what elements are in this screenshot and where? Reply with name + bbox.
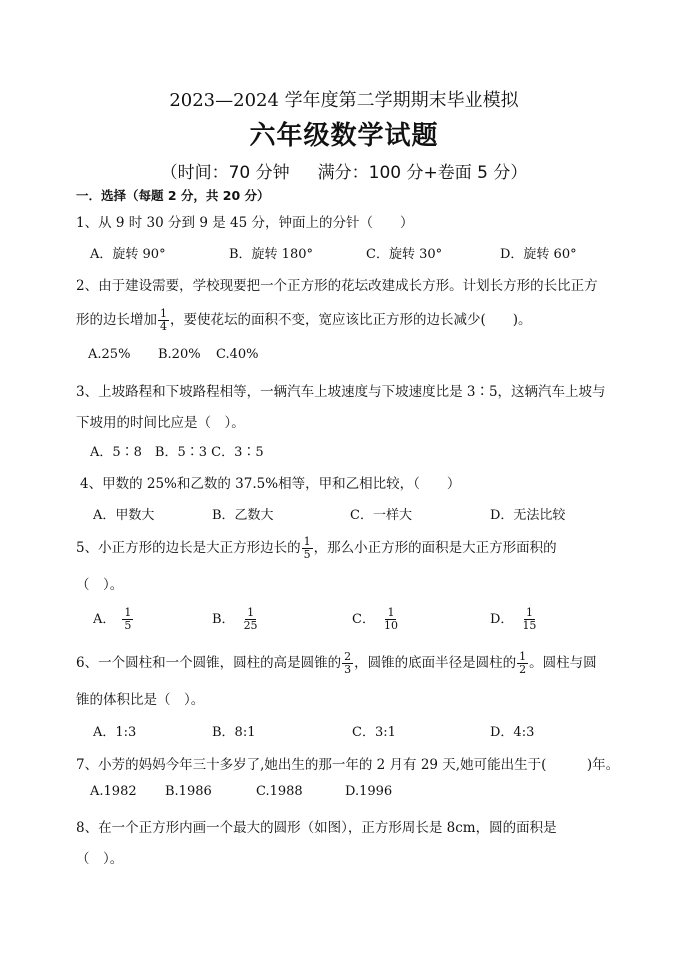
q7-option-c: C.1988 <box>256 784 303 799</box>
q5-option-b: B． $\frac{1}{25}$ <box>212 606 258 632</box>
question-3-line2: 下坡用的时间比应是（ ）。 <box>76 415 245 431</box>
exam-title: 六年级数学试题 <box>249 121 439 151</box>
exam-time-score <box>0 158 688 183</box>
q2-option-a: A.25% <box>88 347 131 362</box>
q5-option-d: D． $\frac{1}{15}$ <box>490 606 537 632</box>
q4-option-b: B．乙数大 <box>212 508 274 523</box>
fraction-two-thirds: $\frac{2}{3}$ <box>344 650 352 676</box>
fraction-one-fifth: $\frac{1}{5}$ <box>303 535 311 561</box>
fraction-one-half: $\frac{1}{2}$ <box>519 650 527 676</box>
question-4-text: 4、甲数的 25%和乙数的 37.5%相等，甲和乙相比较，（ ） <box>80 476 461 492</box>
q2-option-c: C.40% <box>216 347 259 362</box>
exam-time: （时间：70 分钟 <box>160 163 290 183</box>
q5-option-a: A． $\frac{1}{5}$ <box>93 606 132 632</box>
q1-option-c: C．旋转 30° <box>366 247 443 262</box>
q6-option-a: A．1:3 <box>93 725 137 740</box>
question-2-line1: 2、由于建设需要，学校现要把一个正方形的花坛改建成长方形。计划长方形的长比正方 <box>76 278 598 294</box>
question-3-options: A．5∶8 B．5∶3 C．3∶5 <box>90 445 264 460</box>
question-6-line2: 锥的体积比是（ ）。 <box>76 692 205 708</box>
exam-score: 满分：100 分+卷面 5 分） <box>317 163 528 183</box>
q2-option-b: B.20% <box>158 347 201 362</box>
q6-option-d: D．4:3 <box>490 725 535 740</box>
q6-option-b: B．8:1 <box>212 725 256 740</box>
q4-option-a: A．甲数大 <box>93 508 155 523</box>
question-3-line1: 3、上坡路程和下坡路程相等，一辆汽车上坡速度与下坡速度比是 3∶5，这辆汽车上坡与 <box>76 384 606 400</box>
q1-option-d: D．旋转 60° <box>500 247 577 262</box>
question-2-line2: 形的边长增加 $\frac{1}{4}$ ，要使花坛的面积不变，宽应该比正方形的边长减少( )。 <box>76 307 532 333</box>
section-title-choice: 一．选择（每题 2 分，共 20 分） <box>76 188 270 203</box>
question-5-line2: （ ）。 <box>76 577 124 593</box>
q5-option-c: C． $\frac{1}{10}$ <box>352 606 398 632</box>
exam-header-line1: 2023—2024 学年度第二学期期末毕业模拟 <box>169 90 519 111</box>
q6-option-c: C．3:1 <box>352 725 396 740</box>
q7-option-d: D.1996 <box>345 784 393 799</box>
q1-option-a: A．旋转 90° <box>90 247 166 262</box>
q4-option-d: D．无法比较 <box>490 508 566 523</box>
question-7-text: 7、小芳的妈妈今年三十多岁了,她出生的那一年的 2 月有 29 天,她可能出生于( )年。 <box>76 757 620 773</box>
question-8-line1: 8、在一个正方形内画一个最大的圆形（如图），正方形周长是 8cm，圆的面积是 <box>76 820 557 836</box>
q1-option-b: B．旋转 180° <box>229 247 313 262</box>
q7-option-a: A.1982 <box>90 784 137 799</box>
question-6-line1: 6、一个圆柱和一个圆锥，圆柱的高是圆锥的 $\frac{2}{3}$ ，圆锥的底面半径是圆柱的 $\frac{1}{2}$ 。圆柱与圆 <box>76 650 597 676</box>
question-1-text: 1、从 9 时 30 分到 9 是 45 分，钟面上的分针（ ） <box>76 215 414 231</box>
question-5-line1: 5、小正方形的边长是大正方形边长的 $\frac{1}{5}$ ，那么小正方形的面积是大正方形面积的 <box>76 535 557 561</box>
question-8-line2: （ ）。 <box>76 851 124 867</box>
q4-option-c: C．一样大 <box>350 508 412 523</box>
fraction-one-quarter: $\frac{1}{4}$ <box>160 307 167 333</box>
q7-option-b: B.1986 <box>165 784 212 799</box>
